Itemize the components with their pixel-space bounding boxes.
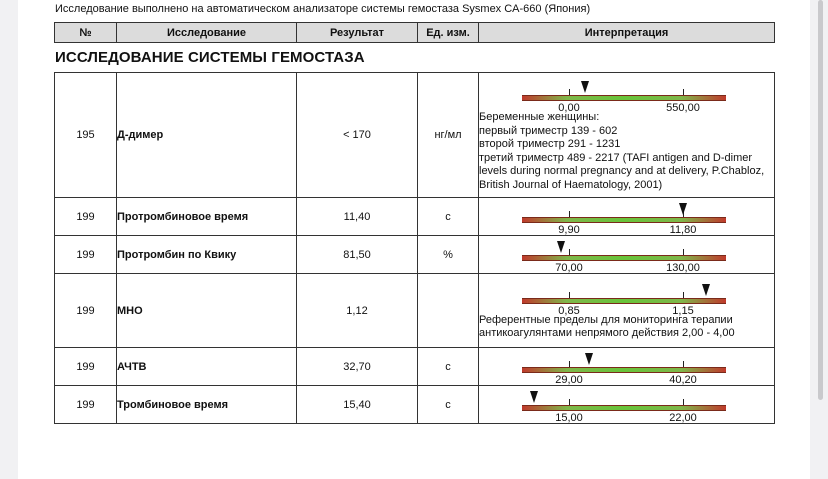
interpretation-line: Беременные женщины: [479, 111, 600, 123]
low-limit-label: 9,90 [558, 224, 580, 236]
table-row [55, 274, 775, 348]
high-tick [683, 361, 684, 367]
result-value: 32,70 [297, 348, 418, 386]
reference-bar [522, 367, 726, 373]
header-num: № [55, 23, 117, 43]
results-header [54, 22, 775, 43]
high-tick [683, 292, 684, 298]
reference-scale [479, 348, 769, 384]
high-tick [683, 399, 684, 405]
interpretation-cell [479, 198, 775, 236]
low-limit-label: 0,85 [558, 304, 580, 317]
scrollbar[interactable] [818, 0, 823, 400]
low-tick [569, 361, 570, 367]
low-limit-label: 0,00 [558, 102, 580, 114]
result-marker [702, 284, 710, 296]
header-interpretation: Интерпретация [479, 23, 775, 43]
unit: с [418, 348, 479, 386]
reference-scale [479, 279, 769, 315]
unit: нг/мл [418, 73, 479, 198]
header-test: Исследование [117, 23, 297, 43]
table-row [55, 236, 775, 274]
low-limit-label: 15,00 [555, 412, 583, 424]
reference-scale [479, 386, 769, 422]
test-name: АЧТВ [117, 348, 297, 386]
low-limit-label: 29,00 [555, 374, 583, 386]
header-unit: Ед. изм. [418, 23, 479, 43]
interpretation-text [479, 111, 774, 194]
result-value: 15,40 [297, 386, 418, 424]
high-tick [683, 89, 684, 95]
unit: с [418, 386, 479, 424]
high-limit-label: 130,00 [666, 262, 700, 274]
test-name: Протромбин по Квику [117, 236, 297, 274]
result-marker [581, 81, 589, 93]
row-number: 199 [55, 274, 117, 348]
reference-scale [479, 198, 769, 234]
interpretation-cell [479, 348, 775, 386]
test-name: МНО [117, 274, 297, 348]
reference-bar [522, 95, 726, 101]
interpretation-cell [479, 386, 775, 424]
high-limit-label: 11,80 [669, 224, 697, 236]
result-value: 81,50 [297, 236, 418, 274]
high-limit-label: 40,20 [669, 374, 697, 386]
row-number: 195 [55, 73, 117, 198]
test-name: Тромбиновое время [117, 386, 297, 424]
interpretation-line: третий триместр 489 - 2217 (TAFI antigen and D-dimer levels during normal pregnancy and at delivery, P.Chabloz, British Journal of Haematology, 2001) [479, 151, 765, 191]
interpretation-line: Референтные пределы для мониторинга терапии антикоагулянтами непрямого действия 2,00 - 4,00 [479, 313, 735, 339]
interpretation-line: первый триместр 139 - 602 [479, 124, 618, 137]
low-tick [569, 211, 570, 217]
reference-bar [522, 298, 726, 304]
result-marker [530, 391, 538, 403]
row-number: 199 [55, 386, 117, 424]
results-table [54, 72, 775, 424]
interpretation-line: второй триместр 291 - 1231 [479, 138, 621, 150]
reference-bar [522, 405, 726, 411]
high-limit-label: 1,15 [672, 304, 694, 317]
row-number: 199 [55, 348, 117, 386]
unit: с [418, 198, 479, 236]
table-row [55, 73, 775, 198]
result-value: 11,40 [297, 198, 418, 236]
interpretation-cell [479, 274, 775, 348]
reference-bar [522, 255, 726, 261]
result-value: 1,12 [297, 274, 418, 348]
high-tick [683, 249, 684, 255]
interpretation-cell [479, 236, 775, 274]
row-number: 199 [55, 236, 117, 274]
result-marker [557, 241, 565, 253]
interpretation-cell [479, 73, 775, 198]
low-tick [569, 249, 570, 255]
interpretation-text [479, 314, 774, 343]
low-limit-label: 70,00 [555, 262, 583, 274]
row-number: 199 [55, 198, 117, 236]
high-limit-label: 550,00 [666, 102, 700, 114]
high-limit-label: 22,00 [669, 412, 697, 424]
result-marker [679, 203, 687, 215]
unit [418, 274, 479, 348]
section-title: ИССЛЕДОВАНИЕ СИСТЕМЫ ГЕМОСТАЗА [55, 49, 365, 66]
reference-scale [479, 76, 769, 112]
test-name: Д-димер [117, 73, 297, 198]
test-name: Протромбиновое время [117, 198, 297, 236]
reference-scale [479, 236, 769, 272]
table-row [55, 348, 775, 386]
low-tick [569, 292, 570, 298]
result-marker [585, 353, 593, 365]
result-value: < 170 [297, 73, 418, 198]
table-row [55, 198, 775, 236]
reference-bar [522, 217, 726, 223]
low-tick [569, 399, 570, 405]
header-result: Результат [297, 23, 418, 43]
unit: % [418, 236, 479, 274]
table-row [55, 386, 775, 424]
analyzer-note: Исследование выполнено на автоматическом анализаторе системы гемостаза Sysmex CA-660 (Япония) [55, 3, 591, 15]
low-tick [569, 89, 570, 95]
